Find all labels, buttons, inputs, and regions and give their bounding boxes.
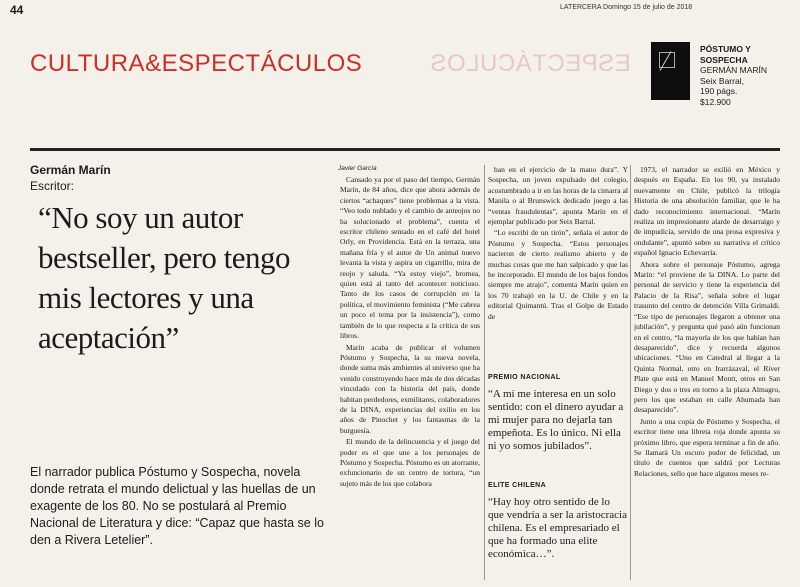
book-price: $12.900: [700, 96, 731, 107]
section-title-bleedthrough: ESPECTÁCULOS: [430, 50, 631, 77]
paragraph: El mundo de la delincuencia y el juego del poder es el que une a los personajes de Póstumo y Sospecha. Póstumo es un atorrante, exfuncionario de un centro de tortura, “un sujeto más de los que colabora: [340, 437, 480, 488]
body-column-3: [634, 165, 780, 580]
page-number: 44: [10, 3, 24, 17]
paragraph: Marín acaba de publicar el volumen Póstumo y Sospecha, la su nueva novela, donde suma más ambientes al universo que ha venido construyendo hace más de dos décadas vinculado con la historia del país, donde habitan perdedores, exmilitares, colaboradores de la DINA, experiencias del exilio en los años de Pinochet y los fantasmas de la burguesía.: [340, 342, 480, 435]
pullquote-kicker: PREMIO NACIONAL: [488, 374, 561, 381]
column-divider: [630, 165, 631, 580]
paragraph: Ahora sobre el personaje Póstumo, agrega Marín: “el proviene de la DINA. Lo parte del personal de servicio y tiene la experiencia del Palacio de la Risa”, señala sobre el lugar trasunto del centro de detención Villa Grimaldi. “Ese tipo de personajes llegaron a obtener una jubilación”, y pregunta qué pasó aún funcionan en el centro, “la mayoría de los que habían han desaparecido”, dice y recuerda algunos ubicaciones. “Uno en Catedral al llegar a la Quinta Normal, otro en Irarrázaval, el River Plate que está en Manuel Montt, otros en San Diego y dos o tres en torno a la plaza Almagro, pero los que estaban en calle Ahumada han desaparecido”.: [634, 259, 780, 415]
body-column-2: [488, 165, 628, 365]
book-title-line-1: PÓSTUMO Y: [700, 44, 751, 54]
book-author: GERMÁN MARÍN: [700, 65, 768, 75]
paragraph: Junto a una copia de Póstumo y Sospecha, el escritor tiene una libreta roja donde apunta su próximo libro, que espera terminar a fin de año. Se llamará Un oscuro pudor de felicidad, un título de cuentos que saldrá por Lecturas Relaciones, sello que hace algunos meses re-: [634, 416, 780, 478]
column-divider: [484, 165, 485, 580]
paragraph: ban en el ejercicio de la mano dura”. Y Sospecha, un joven expulsado del colegio, acostumbrado a ir en las horas de la cimarra al Manila o al Brunswick dedicado juego a las “ventas fraudulentas”, apunta Marín en el ejemplar publicado por Seix Barral.: [488, 165, 628, 227]
section-title: CULTURA&ESPECTÁCULOS: [30, 50, 363, 77]
book-cover-image: [651, 42, 690, 100]
paragraph: Cansado ya por el paso del tiempo, Germán Marín, de 84 años, dice que ahora además de ciertos “achaques” tiene problemas a la vista. “Veo todo nublado y el cambio de anteojos no ha solucionado el problema”, cuenta el escritor chileno sentado en el café del hotel Orly, en Providencia. Está en la terraza, una mañana fría y el autor de Un animal nuevo levanta la vista y aspira un cigarrillo, mira de reojo y saluda. “Ya estoy viejo”, bromea, quien está al tanto del acontecer noticioso. Tanto de los casos de corrupción en la política, el movimiento feminista (“Me cabrea un poco el tema por la insistencia”), como también de lo que respecta a la crítica de sus libros.: [340, 175, 480, 341]
byline-name: Germán Marín: [30, 163, 111, 177]
section-rule: [30, 148, 780, 151]
paragraph: 1973, el narrador se exilió en México y después en España. En los 90, ya instalado nuevamente en Chile, publicó la trilogía Historia de una absolución familiar, que le ha dado reconocimiento internacional. “Marín realiza un impresionante alarde de desarraigo y de impudicia, servido de una prosa expresiva y ondulante”, apuntó sobre su narrativa el crítico español Ignacio Echevarría.: [634, 165, 780, 258]
byline-role: Escritor:: [30, 179, 75, 193]
photo-credit: Javier García: [338, 165, 377, 172]
book-publisher: Seix Barral,: [700, 75, 744, 86]
masthead: LATERCERA Domingo 15 de julio de 2018: [560, 4, 693, 11]
pullquote: “A mí me interesa en un solo sentido: con el dinero ayudar a mi mujer para no dejarla tan empeñota. Es lo único. Ni ella ni yo somos jubilados”.: [488, 388, 624, 452]
book-info: [700, 44, 790, 107]
dek: El narrador publica Póstumo y Sospecha, novela donde retrata el mundo delictual y las huellas de un exagente de los 80. No se postulará al Premio Nacional de Literatura y dice: “Capaz que hasta se lo den a Rivera Letelier”.: [30, 465, 324, 547]
publisher-logo-icon: [659, 52, 675, 68]
headline: “No soy un autor bestseller, pero tengo mis lectores y una aceptación”: [38, 200, 291, 355]
pullquote-kicker: ELITE CHILENA: [488, 482, 547, 489]
pullquote: “Hay hoy otro sentido de lo que vendría a ser la aristocracia chilena. Es el empresariado el que ha formado una elite económica…”.: [488, 496, 627, 560]
paragraph: “Lo escribí de un tirón”, señala el autor de Póstumo y Sospecha. “Estos personajes nacieron de cierto realismo abierto y de muchas cosas que me han salpicado y que las he incorporado. El mundo de los bajos fondos siempre me atrajo”, comenta Marín quien en los 70 trabajó en la U. de Chile y en la editorial Quimantú. Tras el Golpe de Estado de: [488, 228, 628, 321]
book-pages: 190 págs.: [700, 86, 738, 96]
book-title-line-2: SOSPECHA: [700, 54, 748, 65]
body-column-1: [340, 175, 480, 580]
